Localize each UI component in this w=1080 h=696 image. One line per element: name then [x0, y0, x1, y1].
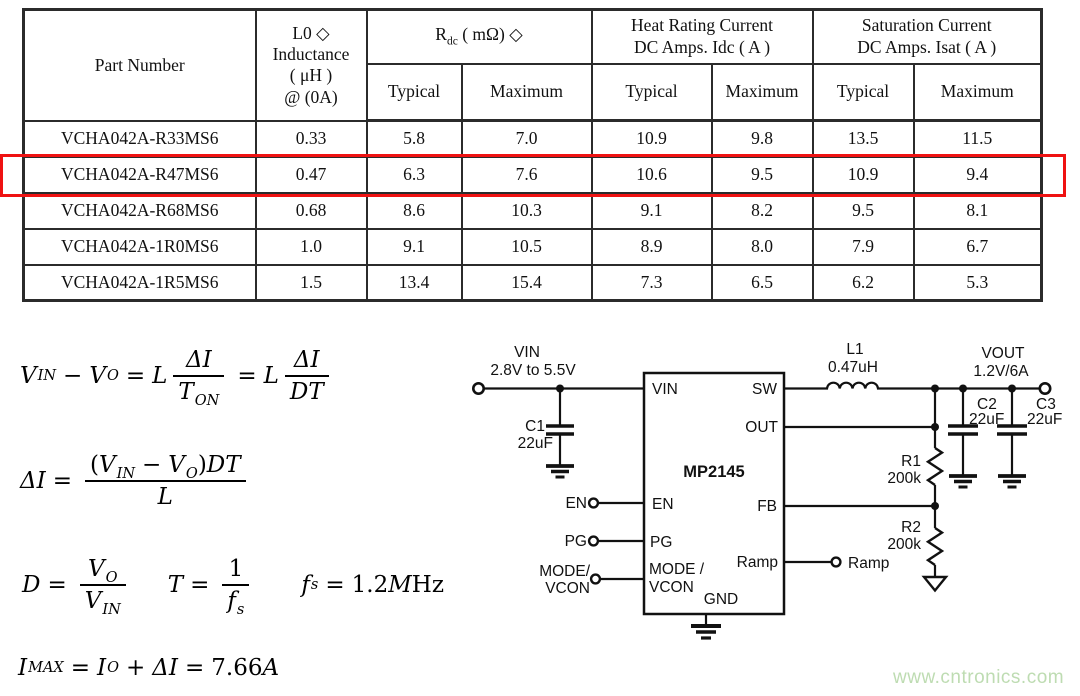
header-heat-line: Heat Rating Current — [631, 15, 773, 36]
table-cell: 5.8 — [367, 121, 462, 157]
r2-ref-label: R2 — [901, 519, 921, 536]
pin-mode-label: MODE / — [649, 561, 705, 578]
ramp-terminal — [832, 558, 841, 567]
c2-ref-label: C2 — [977, 396, 997, 413]
table-cell: 10.3 — [462, 193, 592, 229]
en-ext-label: EN — [565, 495, 587, 512]
fraction: $\frac{\Delta I}{DT}$ — [285, 347, 329, 405]
table-cell: 5.3 — [914, 265, 1042, 301]
table-cell: 1.5 — [256, 265, 367, 301]
table-cell: 13.4 — [367, 265, 462, 301]
ic-name-label: MP2145 — [683, 463, 745, 481]
vin-terminal — [473, 383, 483, 393]
math-var: V — [89, 363, 106, 389]
fraction: $\frac{1}{f_s}$ — [222, 556, 249, 614]
table-row — [24, 265, 1042, 301]
math-var: V — [20, 363, 37, 389]
header-heat-group — [592, 10, 813, 64]
table-cell: 10.9 — [813, 157, 914, 193]
pg-terminal — [589, 537, 598, 546]
table-cell: 13.5 — [813, 121, 914, 157]
math-var: f — [301, 572, 310, 598]
vout-terminal — [1040, 383, 1050, 393]
table-cell: 9.4 — [914, 157, 1042, 193]
table-row — [24, 229, 1042, 265]
header-rdc-group: $R_{dc}$ ( mΩ) ◇ — [367, 10, 592, 64]
mode-vcon-terminal — [591, 575, 600, 584]
pg-ext-label: PG — [564, 533, 587, 550]
table-cell: 6.3 — [367, 157, 462, 193]
c1-value-label: 22uF — [517, 435, 553, 452]
header-l0-line: ( μH ) — [289, 65, 333, 86]
table-cell: 6.5 — [712, 265, 813, 301]
c3-value-label: 22uF — [1027, 411, 1063, 428]
vin-label: VIN — [514, 344, 540, 361]
header-maximum: Maximum — [712, 64, 813, 121]
pin-ramp-label: Ramp — [736, 554, 778, 571]
header-sat-group — [813, 10, 1042, 64]
header-part-number: Part Number — [24, 10, 256, 121]
math-var: ΔI — [20, 468, 46, 494]
table-cell: 9.8 — [712, 121, 813, 157]
formula-ripple-current: ΔI = $\frac{(V_{IN} - V_O)DT}{L}$ — [20, 452, 252, 510]
r2-value-label: 200k — [887, 536, 921, 553]
en-terminal — [589, 499, 598, 508]
table-cell: 1.0 — [256, 229, 367, 265]
header-sat-line: Saturation Current — [861, 15, 992, 36]
header-maximum: Maximum — [462, 64, 592, 121]
pin-pg-label: PG — [650, 534, 673, 551]
pin-sw-label: SW — [752, 381, 777, 398]
diamond-icon: ◇ — [509, 24, 523, 45]
header-typical: Typical — [813, 64, 914, 121]
math-var: T — [167, 572, 184, 598]
formula-inductor-voltage: V IN − V O = L $\frac{\Delta I}{T_{ON}}$ = L $\frac{\Delta I}{DT}$ — [20, 347, 335, 405]
junction-dot — [556, 385, 1016, 511]
table-cell: VCHA042A-1R5MS6 — [24, 265, 256, 301]
table-cell: 10.9 — [592, 121, 712, 157]
fraction: $\frac{\Delta I}{T_{ON}}$ — [173, 347, 224, 405]
pin-en-label: EN — [652, 496, 674, 513]
header-l0-line: Inductance — [272, 43, 350, 64]
table-cell: 8.6 — [367, 193, 462, 229]
vin-range-label: 2.8V to 5.5V — [490, 362, 576, 379]
table-cell: 10.5 — [462, 229, 592, 265]
fraction: $\frac{(V_{IN} - V_O)DT}{L}$ — [85, 452, 246, 510]
header-typical: Typical — [367, 64, 462, 121]
inductor-spec-table — [22, 8, 1043, 302]
math-var: D — [22, 572, 41, 598]
table-cell: VCHA042A-R68MS6 — [24, 193, 256, 229]
table-cell: 11.5 — [914, 121, 1042, 157]
header-typical: Typical — [592, 64, 712, 121]
watermark: www.cntronics.com — [893, 667, 1065, 688]
pin-gnd-label: GND — [703, 591, 739, 608]
triangle-ground-symbol — [924, 577, 946, 591]
header-sat-line: DC Amps. Isat ( A ) — [857, 36, 997, 57]
table-cell: 0.33 — [256, 121, 367, 157]
table-cell: 8.0 — [712, 229, 813, 265]
table-cell: 6.2 — [813, 265, 914, 301]
header-l0-line: @ (0A) — [284, 86, 338, 107]
ground-symbol — [546, 466, 1026, 638]
l1-value-label: 0.47uH — [828, 359, 878, 376]
vcon-ext-label: VCON — [545, 580, 590, 597]
c3-ref-label: C3 — [1036, 396, 1056, 413]
vout-label: VOUT — [981, 345, 1025, 362]
vout-rating-label: 1.2V/6A — [973, 363, 1029, 380]
math-var: L — [152, 363, 168, 389]
table-row-highlighted — [24, 157, 1042, 193]
table-cell: 7.0 — [462, 121, 592, 157]
header-inductance — [256, 10, 367, 121]
table-row — [24, 193, 1042, 229]
ramp-ext-label: Ramp — [848, 555, 890, 572]
table-cell: VCHA042A-R47MS6 — [24, 157, 256, 193]
header-l0-line: L0 ◇ — [292, 22, 330, 43]
pin-out-label: OUT — [745, 419, 778, 436]
table-cell: VCHA042A-R33MS6 — [24, 121, 256, 157]
mode-ext-label: MODE/ — [539, 563, 590, 580]
fraction: $\frac{V_O}{V_{IN}}$ — [80, 556, 126, 614]
r1-value-label: 200k — [887, 470, 921, 487]
table-header-row-groups — [24, 10, 1042, 64]
math-var: I — [18, 655, 28, 681]
pin-fb-label: FB — [757, 498, 777, 515]
table-cell: 9.1 — [592, 193, 712, 229]
table-cell: 9.5 — [813, 193, 914, 229]
table-row — [24, 121, 1042, 157]
r1-ref-label: R1 — [901, 453, 921, 470]
table-cell: 7.6 — [462, 157, 592, 193]
table-cell: 15.4 — [462, 265, 592, 301]
r1-resistor — [928, 448, 942, 485]
pin-vin-label: VIN — [652, 381, 678, 398]
table-cell: 8.1 — [914, 193, 1042, 229]
r2-resistor — [928, 528, 942, 565]
table-cell: 9.5 — [712, 157, 813, 193]
c1-ref-label: C1 — [525, 418, 545, 435]
buck-converter-schematic — [460, 330, 1080, 670]
table-cell: 9.1 — [367, 229, 462, 265]
formula-max-current: I MAX = I O + ΔI = 7.66 A — [18, 655, 280, 681]
table-cell: 7.9 — [813, 229, 914, 265]
math-var: ΔI — [152, 655, 178, 681]
table-cell: 6.7 — [914, 229, 1042, 265]
pin-vcon-label: VCON — [649, 579, 694, 596]
math-var: I — [97, 655, 107, 681]
formula-duty-cycle-period: D = $\frac{V_O}{V_{IN}}$ T = $\frac{1}{f_s}$ f s = 1.2 M Hz — [22, 556, 444, 618]
table-cell: 7.3 — [592, 265, 712, 301]
table-cell: 0.68 — [256, 193, 367, 229]
l1-ref-label: L1 — [846, 341, 864, 358]
math-var: L — [263, 363, 279, 389]
table-cell: 0.47 — [256, 157, 367, 193]
table-cell: VCHA042A-1R0MS6 — [24, 229, 256, 265]
header-heat-line: DC Amps. Idc ( A ) — [633, 36, 771, 57]
table-cell: 8.9 — [592, 229, 712, 265]
c2-value-label: 22uF — [969, 411, 1005, 428]
table-cell: 10.6 — [592, 157, 712, 193]
header-maximum: Maximum — [914, 64, 1042, 121]
table-cell: 8.2 — [712, 193, 813, 229]
